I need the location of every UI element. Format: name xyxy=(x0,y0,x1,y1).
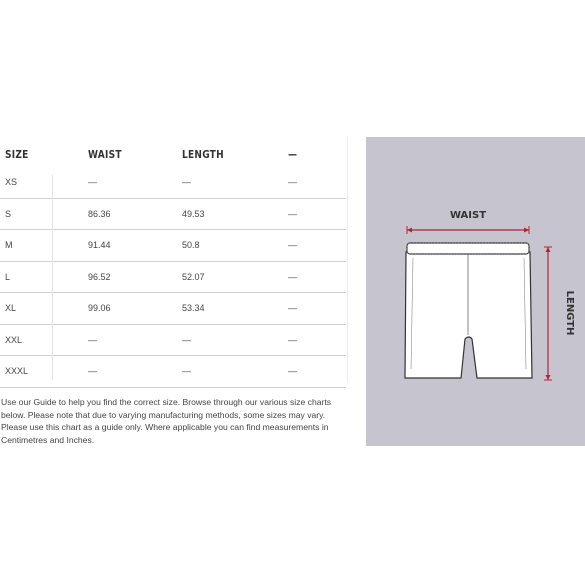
waist-cell: 91.44 xyxy=(88,240,111,250)
extra-cell: — xyxy=(288,271,297,282)
table-header xyxy=(0,137,346,167)
length-label: LENGTH xyxy=(564,290,575,336)
header-size: SIZE xyxy=(5,148,29,161)
extra-cell: — xyxy=(288,366,297,376)
length-cell: — xyxy=(182,334,191,345)
length-cell: 53.34 xyxy=(182,303,205,313)
extra-cell: — xyxy=(288,240,297,250)
header-waist: WAIST xyxy=(88,148,122,161)
waist-cell: 96.52 xyxy=(88,271,111,282)
waist-cell: — xyxy=(88,177,97,187)
header-extra: — xyxy=(288,148,298,161)
shorts-icon xyxy=(405,243,532,378)
extra-cell: — xyxy=(288,208,297,219)
extra-cell: — xyxy=(288,177,297,187)
header-length: LENGTH xyxy=(182,148,224,161)
shorts-diagram xyxy=(366,137,585,446)
waist-cell: — xyxy=(88,334,97,345)
extra-cell: — xyxy=(288,303,297,313)
waist-cell: — xyxy=(88,366,97,376)
size-cell: M xyxy=(5,240,13,250)
length-cell: — xyxy=(182,177,191,187)
length-cell: — xyxy=(182,366,191,376)
size-cell: S xyxy=(5,208,12,219)
length-cell: 49.53 xyxy=(182,208,205,219)
length-cell: 52.07 xyxy=(182,271,205,282)
size-cell: XL xyxy=(5,303,17,313)
waist-label: WAIST xyxy=(449,210,487,221)
size-cell: XXL xyxy=(5,334,23,345)
table-edge xyxy=(347,137,348,382)
shorts-diagram-panel xyxy=(366,137,585,446)
size-cell: XS xyxy=(5,177,18,187)
column-divider xyxy=(52,175,53,380)
extra-cell: — xyxy=(288,334,297,345)
size-guide-note: Use our Guide to help you find the correct size. Browse through our various size charts below. Please note that due to varying manufacturing methods, some sizes may vary. Please use this chart as a guide only. Where applicable you can find measurements in Centimetres and Inches. xyxy=(1,397,332,445)
waist-arrow xyxy=(407,226,529,234)
waist-cell: 86.36 xyxy=(88,208,111,219)
length-arrow xyxy=(544,247,552,380)
length-cell: 50.8 xyxy=(182,240,200,250)
size-cell: L xyxy=(5,271,11,282)
waist-cell: 99.06 xyxy=(88,303,111,313)
size-cell: XXXL xyxy=(5,366,29,376)
